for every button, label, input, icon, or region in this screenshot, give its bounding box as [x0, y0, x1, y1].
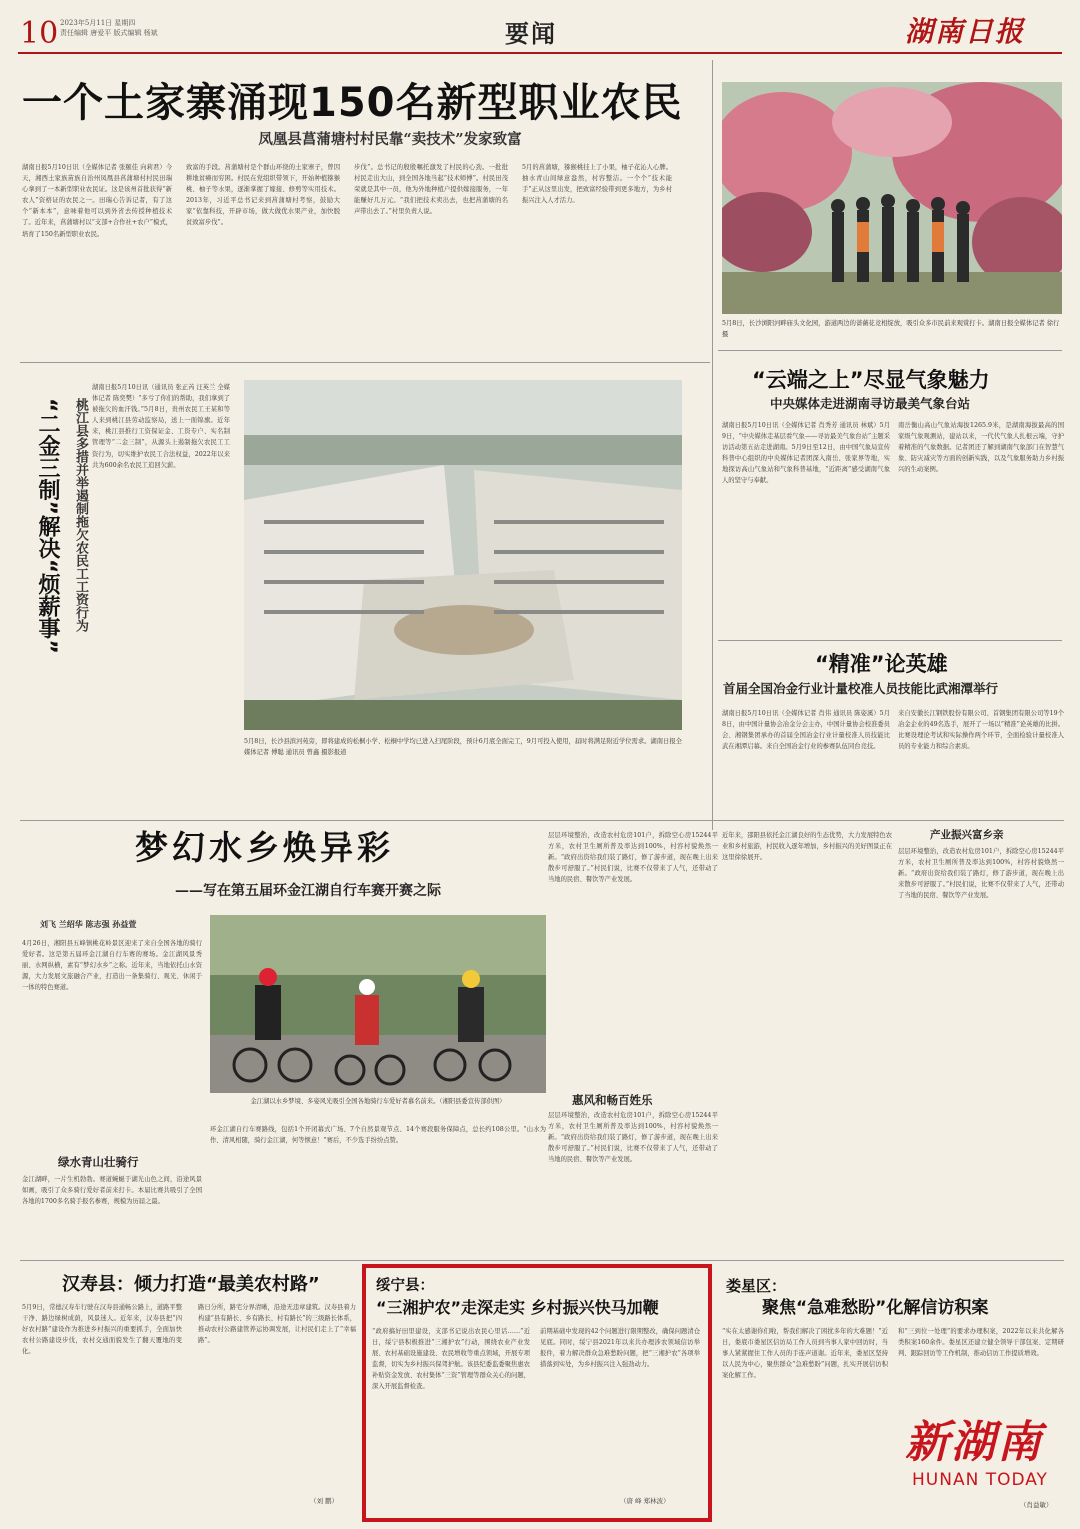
cycling-photo-caption: 金江湖以水乡梦境、多姿风光吸引全国各地骑行车爱好者慕名前来。（湘阳县委宣传部供图）	[250, 1098, 506, 1105]
school-construction-photo	[244, 380, 682, 730]
article5-body-col5: 近年来，邵阳县依托金江湖良好的生态优势，大力发展特色农业和乡村旅游，村民收入逐年增加，乡村振兴的美好图景正在这里徐徐展开。	[722, 832, 892, 862]
header-rule	[18, 52, 1062, 54]
article4-subheadline: 桃江县多措并举遏制拖欠农民工工资行为	[73, 398, 88, 632]
article8-body-col2: 和“三到位一处理”的要求办理积案，2022年以来共化解各类积案160余件。娄星区还建立健全领导干部包案、定期研判、跟踪回访等工作机制，推动信访工作提质增效。	[898, 1328, 1064, 1358]
article5-body-col5b: 层层环境整治，改造农村危房101户，拆除空心房15244平方米，农村卫生厕所普及率达到100%，村容村貌焕然一新。“政府出资给我们装了路灯，修了游步道，现在晚上出来散步可舒服了。”村民们说，比赛不仅带来了人气，还带动了当地的民宿、餐饮等产业发展。	[898, 848, 1064, 900]
divider	[718, 640, 1062, 641]
article8-byline: （肖益敏）	[1020, 1501, 1053, 1509]
article5-section-heading-2: 惠风和畅百姓乐	[572, 1093, 653, 1107]
divider	[718, 350, 1062, 351]
article5-headline: 梦幻水乡焕异彩	[135, 828, 394, 867]
article3-body-col2: 来自安徽长江钢铁股份有限公司、首钢集团有限公司等19个冶金企业的49名选手，展开了一场以“精准”论英雄的比拼。比赛设理论考试和实际操作两个环节，全面检验计量校准人员的专业能力和综合素质。	[898, 710, 1064, 751]
watermark-english: HUNAN TODAY	[912, 1470, 1048, 1490]
article2-body-col2: 南岳衡山高山气象站海拔1265.9米，是湖南海拔最高的国家级气象观测站，建站以来，一代代气象人扎根云端，守护着精准的气象数据。记者团还了解到湖南气象部门在智慧气象、防灾减灾等方面的创新实践，以及气象服务助力乡村振兴的生动案例。	[898, 422, 1064, 474]
article8-headline-line2: 聚焦“急难愁盼”化解信访积案	[762, 1298, 989, 1318]
rose-garden-photo	[722, 82, 1062, 314]
article3-subheadline: 首届全国冶金行业计量校准人员技能比武湘潭举行	[723, 681, 999, 696]
newspaper-logo: 湖南日报	[905, 15, 1026, 48]
section-title: 要闻	[505, 19, 557, 48]
article6-headline: 汉寿县：倾力打造“最美农村路”	[62, 1274, 320, 1295]
article7-headline-line2: “三湘护农”走深走实 乡村振兴快马加鞭	[376, 1298, 659, 1317]
article7-body-col1: “政府搞好田里建设，支部书记说出农民心里话……”近日，绥宁县积极推进“三湘护农”行动，围绕农业产业发展、农村基础设施建设、农民增收等重点领域，开展专项监督，切实为乡村振兴保驾护航。该县纪委监委聚焦惠农补贴资金发放、农村集体“三资”管理等群众关心的问题，深入开展监督检查。	[372, 1328, 530, 1391]
date-text: 2023年5月11日 星期四	[60, 19, 136, 27]
school-photo-caption: 5月8日，长沙县滨河苑旁，即将建成的松桐小学、松桐中学均已进入扫尾阶段，预计6月底全面完工，9月可投入使用，届时将满足附近学位需求。湖南日报全媒体记者 傅聪 通讯员 曾鑫 摄影报道	[244, 738, 682, 756]
article5-body-col4: 层层环境整治，改造农村危房101户，拆除空心房15244平方米，农村卫生厕所普及率达到100%，村容村貌焕然一新。“政府出资给我们装了路灯，修了游步道，现在晚上出来散步可舒服了。”村民们说，比赛不仅带来了人气，还带动了当地的民宿、餐饮等产业发展。	[548, 832, 718, 884]
article1-body-col2: 致富的手段。菖蒲塘村是个群山环绕的土家寨子，曾因耕地贫瘠而穷困。村民在党组织带领下，开始种植猕猴桃、柚子等水果，逐渐掌握了嫁接、修剪等实用技术。2013年，习近平总书记来到菖蒲塘村考察，鼓励大家“依靠科技，开辟市场，做大做优水果产业，加快脱贫致富步伐”。	[186, 164, 340, 227]
school-illustration	[244, 380, 682, 730]
article1-body-col3: 步伐”。总书记的殷殷嘱托激发了村民的心劲。一批批村民走出大山，到全国各地当起“技术师傅”。村民田茂荣就是其中一员，他为外地种植户提供嫁接服务，一年能赚好几万元。“我们把技术卖出去，也把菖蒲塘的名声带出去了。”村里负责人说。	[354, 164, 508, 216]
article5-section-heading-3: 产业振兴富乡亲	[930, 829, 1004, 841]
watermark-logo: 新湖南	[905, 1417, 1043, 1468]
divider	[20, 1260, 1064, 1261]
article3-body-col1: 湖南日报5月10日讯（全媒体记者 肖伟 通讯员 陈姿溪）5月8日，由中国计量协会冶金分会主办，中国计量协会校准委员会、湘钢集团承办的首届全国冶金行业计量校准人员技能比武在湘潭启幕。来自全国冶金行业的参赛队伍同台竞技。	[722, 710, 890, 751]
article8-headline-line1: 娄星区：	[726, 1277, 787, 1295]
date-line	[60, 18, 158, 38]
article6-byline: （刘 鹏）	[310, 1497, 339, 1505]
article2-body-col1: 湖南日报5月10日讯（全媒体记者 肖秀芳 通讯员 林斌）5月9日，“中央媒体走基层看气象——寻访最美气象台站”主题采访活动第五站走进湖南。5月9日至12日，由中国气象局宣传科普中心组织的中央媒体记者团深入南岳、张家界等地，实地探访高山气象站和气象科普基地，“近距离”感受湖南气象人的坚守与奉献。	[722, 422, 890, 485]
article1-headline: 一个土家寨涌现150名新型职业农民	[22, 80, 683, 126]
cycling-illustration	[210, 915, 546, 1093]
article6-body-col2: 路日分所，路宅分界清晰，沿途无违章建筑。汉寿县着力构建“县有路长、乡有路长、村有路长”的三级路长体系，推动农村公路建管养运协调发展，让村民们走上了“幸福路”。	[198, 1304, 356, 1345]
article4-body: 湖南日报5月10日讯（通讯员 张正芮 汪英兰 全媒体记者 陈奕樊）“多亏了你们的帮助，我们拿到了被拖欠的血汗钱。”5月8日，贵州农民工王某和等人来到桃江县劳动监察局，送上一面锦旗。近年来，桃江县推行工资保证金、工资专户、实名制管理等“二金三制”，从源头上遏制拖欠农民工工资行为，切实维护农民工合法权益，2022年以来共为600余名农民工追回欠薪。	[92, 384, 230, 469]
article2-subheadline: 中央媒体走进湖南寻访最美气象台站	[770, 396, 971, 411]
article5-body-col3: 环金江湖自行车赛路线，包括1个开闭幕式广场、7个自然景观节点、14个赛段服务保障点，总长约108公里。“山水为作、清风相随，骑行金江湖，何等惬意！”赛后，不少选手纷纷点赞。	[210, 1126, 546, 1145]
column-divider	[712, 60, 713, 830]
article5-byline: 刘飞 兰绍华 陈志强 孙益萱	[40, 919, 137, 929]
article8-body-col1: “实在太感谢你们啦，帮我们解决了困扰多年的大难题！”近日，娄底市娄星区信访局工作人员到当事人家中回访时，当事人紧紧握住工作人员的手连声道谢。近年来，娄星区坚持以人民为中心，聚焦群众“急难愁盼”问题，扎实开展信访积案化解工作。	[722, 1328, 888, 1380]
article1-subheadline: 凤凰县菖蒲塘村村民靠“卖技术”发家致富	[258, 131, 522, 148]
article7-body-col2: 前期基础中发现的42个问题进行限期整改，确保问题清仓见底。同时，绥宁县2021年以来共办理涉农领域信访举报件，着力解决群众急难愁盼问题，把“三湘护农”各项举措落到实处，为乡村振兴注入强劲动力。	[540, 1328, 700, 1369]
article5-section-heading-1: 绿水青山壮骑行	[58, 1155, 139, 1169]
rose-garden-illustration	[722, 82, 1062, 314]
cycling-race-photo	[210, 915, 546, 1093]
article5-body-col4b: 层层环境整治，改造农村危房101户，拆除空心房15244平方米，农村卫生厕所普及率达到100%，村容村貌焕然一新。“政府出资给我们装了路灯，修了游步道，现在晚上出来散步可舒服了。”村民们说，比赛不仅带来了人气，还带动了当地的民宿、餐饮等产业发展。	[548, 1112, 718, 1164]
rose-garden-caption: 5月8日，长沙浏阳河畔庙头文化园，游道两边的蔷薇花竞相绽放，吸引众多市民前来观赏打卡。湖南日报全媒体记者 徐行 摄	[722, 320, 1060, 338]
article6-body-col1: 5月9日，常德汉寿车行驶在汉寿县通畅公路上，道路平整干净、路边绿树成荫，风景迷人。近年来，汉寿县把“四好农村路”建设作为推进乡村振兴的重要抓手，全面加快农村公路建设步伐，农村交通面貌发生了翻天覆地的变化。	[22, 1304, 182, 1356]
article2-headline: “云端之上”尽显气象魅力	[752, 368, 990, 392]
article5-body-col2: 金江湖畔，一片生机勃勃。赛道蜿蜒于湖光山色之间，沿途风景如画，吸引了众多骑行爱好者前来打卡。本届比赛共吸引了全国各地的1700多名骑手报名参赛，规模为历届之最。	[22, 1176, 202, 1206]
article4-headline: “二金三制”解决“烦薪事”	[35, 398, 60, 654]
divider	[20, 820, 1064, 821]
article5-subheadline: ——写在第五届环金江湖自行车赛开赛之际	[175, 883, 441, 899]
editors-text: 责任编辑 唐爱平 版式编辑 杨斌	[60, 29, 158, 37]
article1-body-col4: 5月的菖蒲塘，猕猴桃挂上了小果，柚子花沁人心脾。抽水青山间绿意盎然，村容整洁。一个个“技术能手”正从这里出发，把致富经验带到更多地方，为乡村振兴注入人才活力。	[522, 164, 672, 205]
article3-headline: “精准”论英雄	[815, 652, 948, 676]
article5-body-col1: 4月26日，湘阳县五峰镇桃花岭景区迎来了来自全国各地的骑行爱好者。这是第五届环金江湖自行车赛的赛场。金江湖风景秀丽、水网纵横，素有“梦幻水乡”之称。近年来，当地依托山水资源，大力发展文旅融合产业，打造出一条集骑行、观光、休闲于一体的特色赛道。	[22, 940, 202, 992]
page-number: 10	[20, 16, 59, 51]
article7-headline-line1: 绥宁县：	[376, 1278, 434, 1294]
divider	[20, 362, 710, 363]
article7-byline: （唐 峰 郑林波）	[620, 1497, 670, 1505]
article1-body-col1: 湖南日报5月10日讯（全媒体记者 张颐佳 向莉君）今天，湘西土家族苗族自治州凤凰县菖蒲塘村村民田瑞心拿到了一本新型职业农民证。这是该州首批获得“新农人”资格证的农民之一。田瑞心告诉记者，有了这个“新本本”，意味着他可以到外省去传授种植技术了。近年来，菖蒲塘村以“支部+合作社+农户”模式，培育了150名新型职业农民。	[22, 164, 172, 238]
